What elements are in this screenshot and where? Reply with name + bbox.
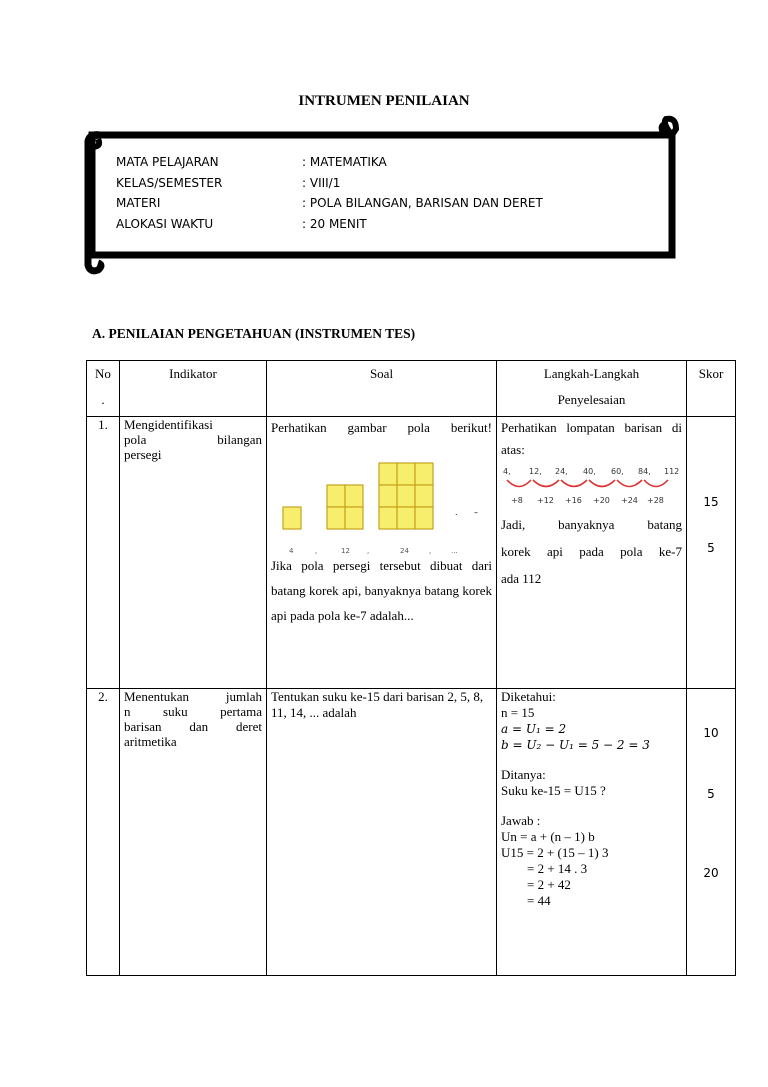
langkah-intro: Perhatikan lompatan barisan di atas: bbox=[501, 420, 682, 457]
row-indikator bbox=[120, 689, 267, 976]
pattern-label: 12 bbox=[341, 547, 350, 555]
row-skor bbox=[687, 689, 736, 976]
sequence-term: 60, bbox=[611, 467, 624, 476]
sequence-term: 4, bbox=[503, 467, 511, 476]
page-title: INTRUMEN PENILAIAN bbox=[298, 93, 470, 109]
info-key: MATERI bbox=[116, 196, 161, 210]
info-row bbox=[116, 152, 543, 173]
info-key: KELAS/SEMESTER bbox=[116, 175, 223, 190]
ditanya-label: Ditanya: bbox=[501, 767, 546, 782]
score-value: 20 bbox=[703, 866, 719, 880]
calc-step: = 2 + 42 bbox=[527, 877, 571, 892]
pattern-label: 24 bbox=[400, 547, 409, 555]
difference: +20 bbox=[593, 496, 610, 505]
section-heading: A. PENILAIAN PENGETAHUAN (INSTRUMEN TES) bbox=[92, 326, 416, 341]
indikator-line: persegi bbox=[124, 447, 162, 462]
pattern-label: , bbox=[367, 547, 370, 555]
row-soal: Tentukan suku ke-15 dari barisan 2, 5, 8, 11, 14, ... adalah bbox=[267, 689, 497, 976]
sequence-term: 24, bbox=[555, 467, 568, 476]
ditanya-question: Suku ke-15 = U15 ? bbox=[501, 783, 606, 798]
header-soal: Soal bbox=[267, 361, 497, 417]
conclusion-line: ada 112 bbox=[501, 571, 542, 586]
pattern-label: 4 bbox=[289, 547, 294, 555]
given-b: b = U₂ − U₁ = 5 − 2 = 3 bbox=[501, 738, 650, 752]
score-value: 5 bbox=[707, 541, 715, 555]
row-indikator bbox=[120, 417, 267, 689]
score-value: 15 bbox=[703, 495, 719, 509]
pattern-label: , bbox=[315, 547, 318, 555]
row-number: 2. bbox=[87, 689, 120, 976]
row-number: 1. bbox=[87, 417, 120, 689]
header-no-line: . bbox=[101, 392, 105, 407]
header-langkah bbox=[497, 361, 687, 417]
jawab-label: Jawab : bbox=[501, 813, 541, 828]
header-langkah-line: Langkah-Langkah bbox=[543, 366, 640, 381]
difference: +16 bbox=[565, 496, 582, 505]
sequence-term: 40, bbox=[583, 467, 596, 476]
indikator-line: barisan dan deret bbox=[124, 719, 262, 734]
difference: +24 bbox=[621, 496, 638, 505]
sequence-term: 12, bbox=[529, 467, 542, 476]
soal-body: Jika pola persegi tersebut dibuat dari batang korek api, banyaknya batang korek api pada pola ke-7 adalah... bbox=[271, 558, 492, 623]
soal-intro: Perhatikan gambar pola berikut! bbox=[271, 420, 492, 435]
difference: +12 bbox=[537, 496, 554, 505]
square-pattern-figure bbox=[271, 439, 493, 559]
difference: +8 bbox=[511, 496, 523, 505]
row-soal bbox=[267, 417, 497, 689]
info-key: ALOKASI WAKTU bbox=[116, 216, 214, 231]
header-no-line: No bbox=[95, 366, 111, 381]
row-langkah bbox=[497, 417, 687, 689]
info-value: : POLA BILANGAN, BARISAN DAN DERET bbox=[302, 196, 543, 210]
indikator-line: Menentukan jumlah bbox=[124, 689, 262, 704]
indikator-line: Mengidentifikasi bbox=[124, 417, 213, 432]
sequence-term: 84, bbox=[638, 467, 651, 476]
score-value: 10 bbox=[703, 726, 719, 740]
header-indikator: Indikator bbox=[120, 361, 267, 417]
pattern-label: , bbox=[429, 547, 432, 555]
header-no bbox=[87, 361, 120, 417]
pattern-dash: – bbox=[474, 508, 478, 517]
table-header-row bbox=[87, 361, 736, 417]
given-a: a = U₁ = 2 bbox=[501, 722, 567, 736]
langkah-conclusion bbox=[501, 511, 682, 592]
row-skor bbox=[687, 417, 736, 689]
indikator-line: n suku pertama bbox=[124, 704, 262, 719]
table-row bbox=[87, 417, 736, 689]
score-value: 5 bbox=[707, 787, 715, 801]
info-row bbox=[116, 214, 543, 235]
pattern-dot: . bbox=[455, 508, 458, 517]
info-row bbox=[116, 193, 543, 214]
conclusion-line: korek api pada pola ke-7 bbox=[501, 544, 682, 559]
given-n: n = 15 bbox=[501, 705, 535, 720]
calc-step: = 44 bbox=[527, 893, 551, 908]
sequence-term: 112 bbox=[664, 467, 680, 476]
pattern-label: ... bbox=[451, 547, 458, 555]
formula-u15: U15 = 2 + (15 – 1) 3 bbox=[501, 845, 609, 860]
header-langkah-line: Penyelesaian bbox=[557, 392, 626, 407]
indikator-line: aritmetika bbox=[124, 734, 177, 749]
formula-un: Un = a + (n – 1) b bbox=[501, 829, 595, 844]
difference: +28 bbox=[647, 496, 664, 505]
header-skor: Skor bbox=[687, 361, 736, 417]
calc-step: = 2 + 14 . 3 bbox=[527, 861, 588, 876]
diketahui-label: Diketahui: bbox=[501, 689, 556, 704]
row-langkah bbox=[497, 689, 687, 976]
indikator-line: pola bilangan bbox=[124, 432, 262, 447]
info-value: : MATEMATIKA bbox=[302, 155, 387, 169]
conclusion-line: Jadi, banyaknya batang bbox=[501, 517, 682, 532]
info-row bbox=[116, 173, 543, 194]
sequence-jump-figure bbox=[501, 463, 683, 507]
info-value: : 20 MENIT bbox=[302, 216, 367, 231]
info-key: MATA PELAJARAN bbox=[116, 155, 219, 169]
table-row bbox=[87, 689, 736, 976]
info-block bbox=[116, 152, 543, 234]
info-value: : VIII/1 bbox=[302, 175, 341, 190]
assessment-table bbox=[86, 360, 736, 976]
